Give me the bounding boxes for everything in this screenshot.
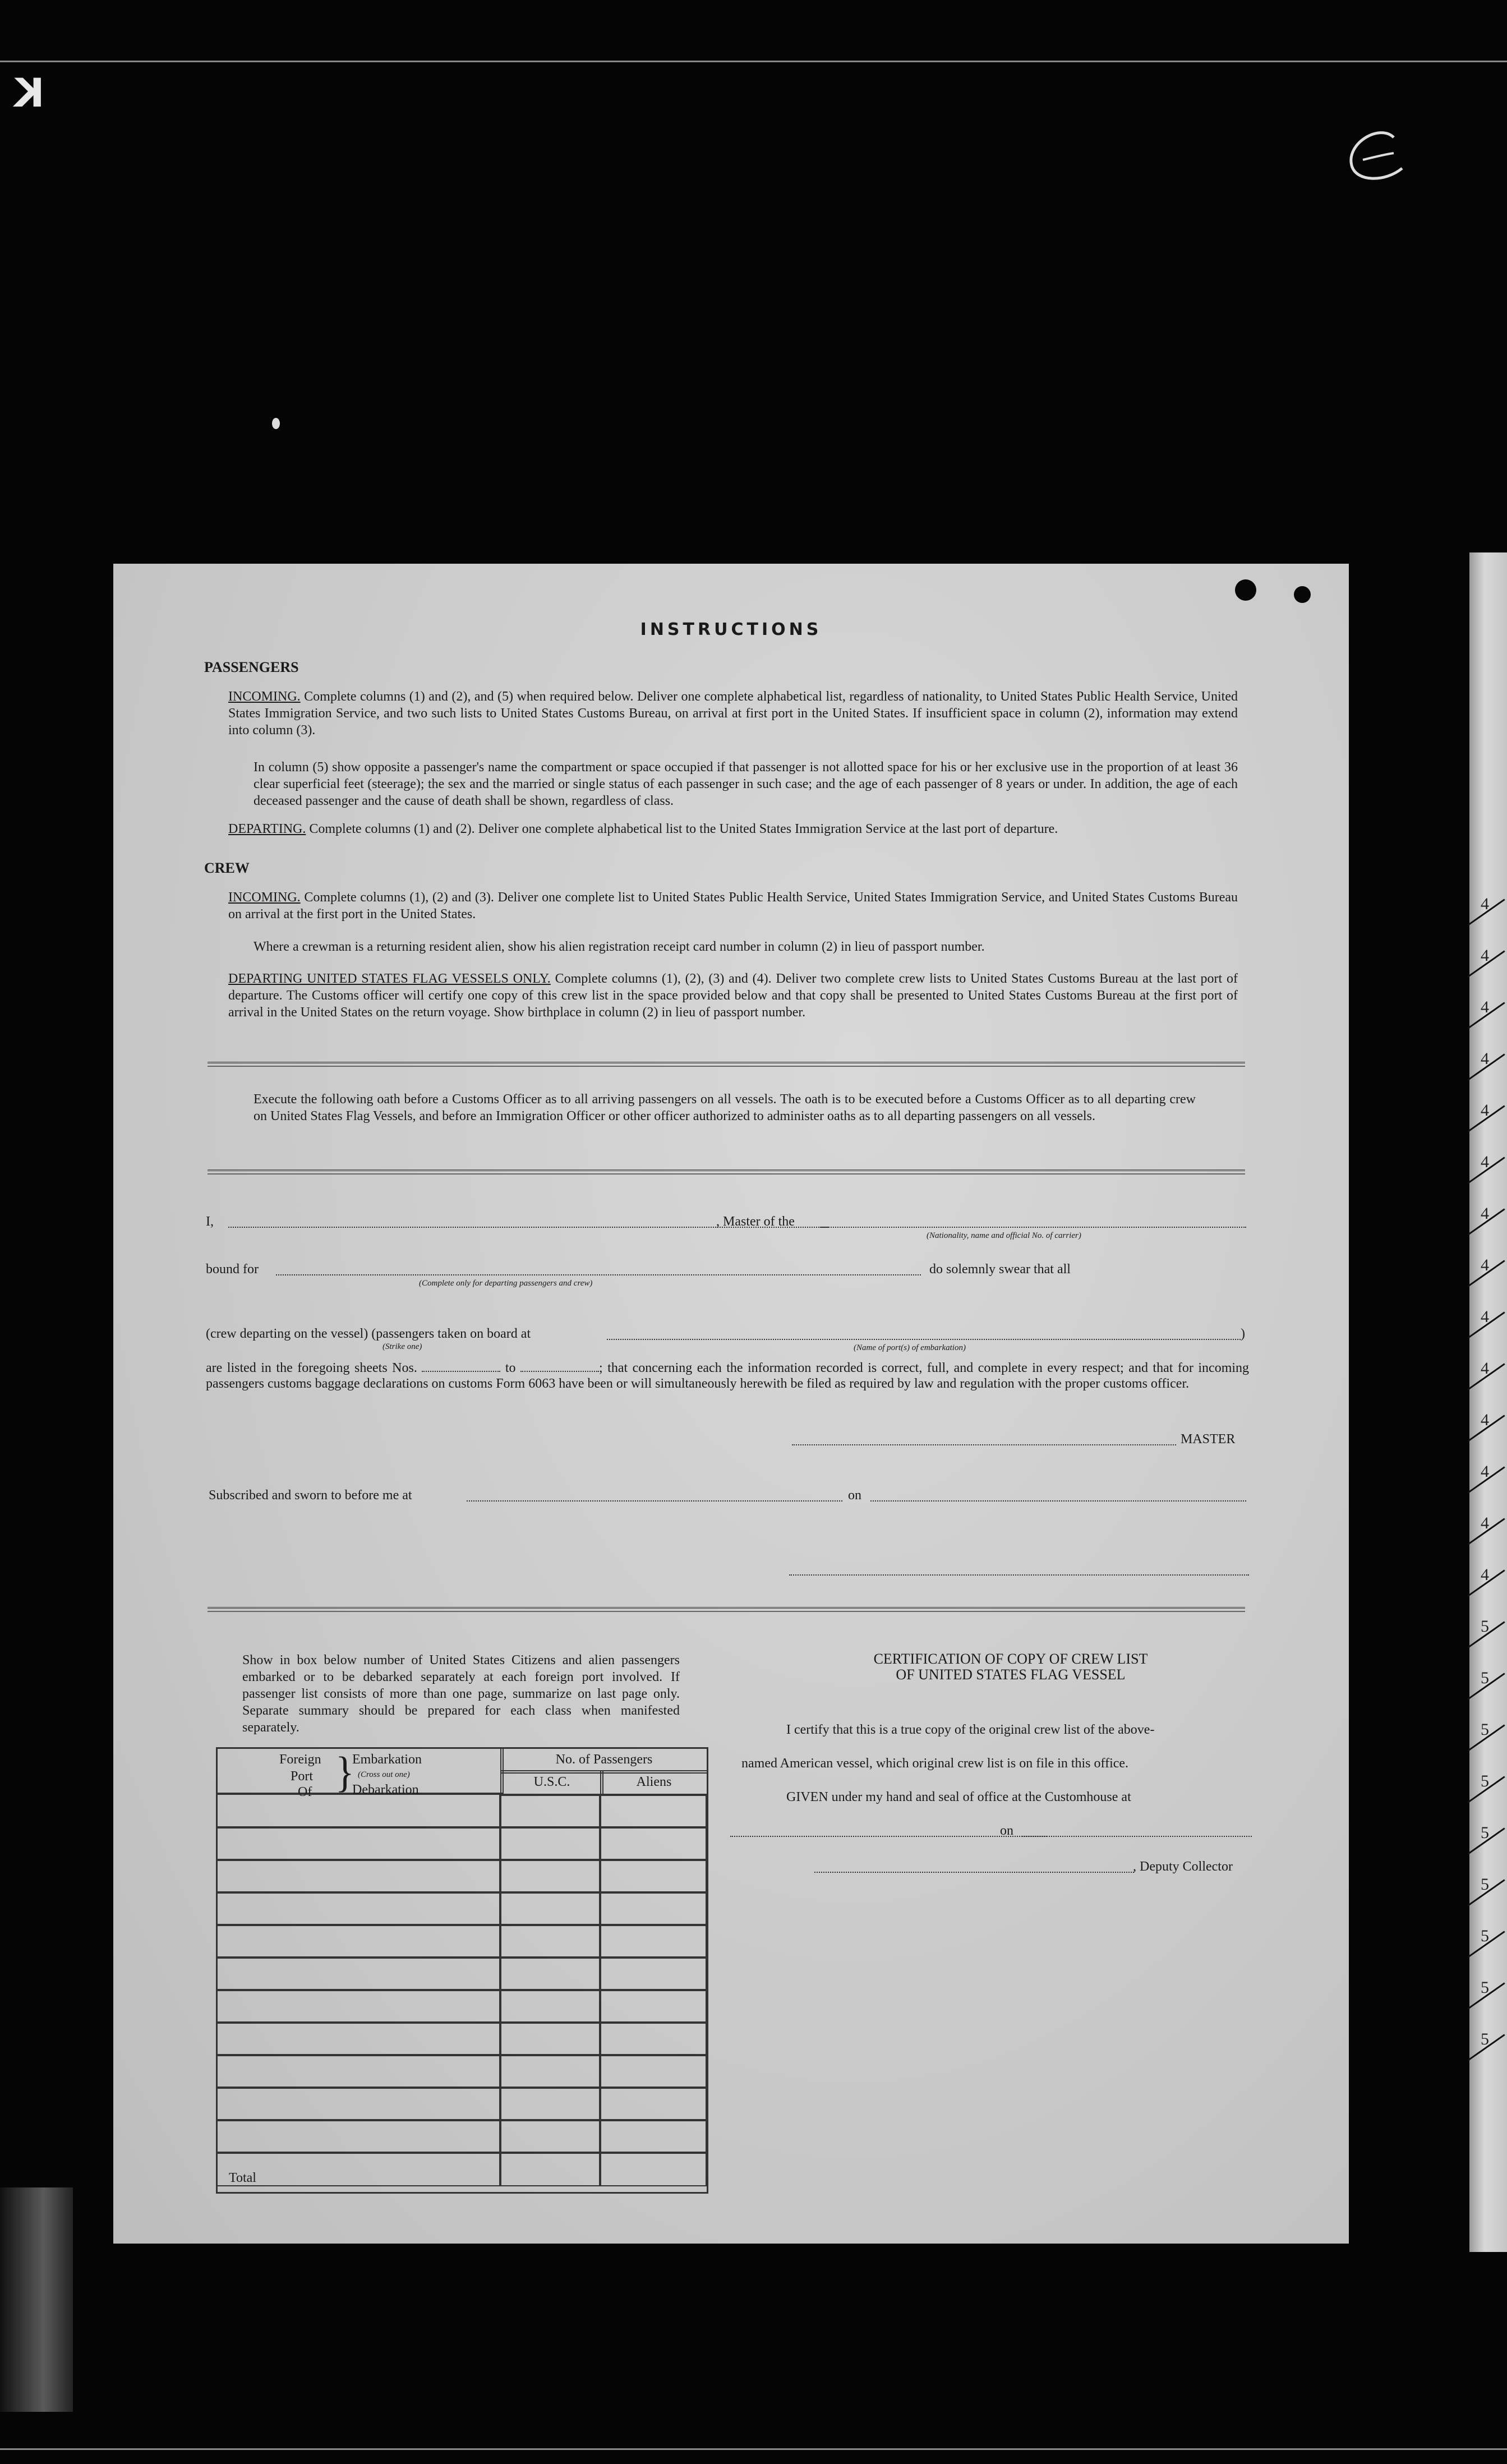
oath-i-label: I, — [206, 1214, 214, 1229]
document-page — [113, 564, 1349, 2244]
strip-number: 4 — [1481, 1256, 1489, 1274]
sheet-to-field[interactable] — [520, 1371, 599, 1372]
table-cell-aliens[interactable] — [599, 1956, 707, 1991]
strip-number: 5 — [1481, 1978, 1489, 1997]
table-cell-port[interactable] — [216, 2021, 501, 2056]
crew-incoming-paragraph — [228, 889, 1238, 923]
crew-resident-paragraph: Where a crewman is a returning resident alien, show his alien registration receipt card number in column (2) in lieu of passport number. — [254, 939, 985, 954]
strip-number: 5 — [1481, 1927, 1489, 1945]
table-cell-aliens[interactable] — [599, 2021, 707, 2056]
table-cell-aliens[interactable] — [599, 2054, 707, 2089]
strip-number: 4 — [1481, 946, 1489, 965]
complete-note: (Complete only for departing passengers and crew) — [419, 1279, 593, 1288]
strip-number: 5 — [1481, 1669, 1489, 1687]
table-cell-port[interactable] — [216, 1891, 501, 1926]
strip-number: 4 — [1481, 1204, 1489, 1223]
strip-number: 4 — [1481, 1462, 1489, 1481]
table-cell-port[interactable] — [216, 1794, 501, 1829]
table-cell-aliens[interactable] — [599, 1924, 707, 1959]
passengers-incoming-label: INCOMING. — [228, 689, 301, 704]
crew-departing-paragraph — [228, 970, 1238, 1021]
strip-number: 5 — [1481, 1823, 1489, 1842]
summary-instruction: Show in box below number of United States Citizens and alien passengers embarked or to be debarked separately at each foreign port involved. If passenger list consists of more than one page, summarize on last page only. Separate summary should be prepared for each class when manifested separately. — [242, 1653, 680, 1735]
passengers-heading: PASSENGERS — [204, 659, 299, 675]
table-cell-port[interactable] — [216, 1956, 501, 1991]
strip-number: 4 — [1481, 998, 1489, 1016]
crew-passengers-label: (crew departing on the vessel) (passengers taken on board at — [206, 1327, 531, 1341]
strip-number: 4 — [1481, 1565, 1489, 1584]
port-note: (Name of port(s) of embarkation) — [854, 1343, 966, 1352]
punch-hole — [1235, 579, 1256, 601]
table-cell-usc[interactable] — [499, 1989, 601, 2024]
film-border-top — [0, 61, 1507, 62]
strip-number: 4 — [1481, 1101, 1489, 1120]
table-cell-port[interactable] — [216, 1859, 501, 1894]
strip-number: 4 — [1481, 1514, 1489, 1532]
bound-for-field[interactable] — [276, 1273, 921, 1275]
table-cell-usc[interactable] — [499, 1859, 601, 1894]
strip-number: 4 — [1481, 1049, 1489, 1068]
crew-departing-text: Complete columns (1), (2), (3) and (4). Deliver two complete crew lists to United States Customs Bureau at the last port of departure. The Customs officer will certify one copy of this crew list in the space provided below and that copy shall be presented to United States Customs Bureau at the first port of arrival in the United States on the return voyage. Show birthplace in column (2) in lieu of passport number. — [228, 971, 1238, 1020]
master-of-label: , Master of the — [716, 1214, 795, 1229]
certification-date-field[interactable] — [1022, 1835, 1252, 1837]
bound-for-label: bound for — [206, 1262, 259, 1277]
table-cell-aliens[interactable] — [599, 1989, 707, 2024]
strip-number: 5 — [1481, 1772, 1489, 1790]
usc-label: U.S.C. — [533, 1775, 570, 1789]
table-cell-port[interactable] — [216, 1924, 501, 1959]
column5-paragraph: In column (5) show opposite a passenger's name the compartment or space occupied if that passenger is not allotted space for his or her exclusive use in the proportion of at least 36 clear superficial feet (steerage); the sex and the married or single status of each passenger in such case; and the age of each passenger of 8 years or under. In addition, the age of each deceased passenger and the cause of death shall be shown, regardless of class. — [254, 760, 1238, 808]
listed-text-c: and that for incoming passengers customs baggage declarations on customs Form 6063 have been or will simultaneously herewith be filed as required by law and regulation with the proper customs officer. — [206, 1361, 1250, 1391]
subscribed-date-field[interactable] — [870, 1499, 1246, 1502]
strip-number: 4 — [1481, 1153, 1489, 1171]
table-cell-aliens[interactable] — [599, 2152, 707, 2186]
master-label: MASTER — [1181, 1432, 1236, 1447]
header-usc — [500, 1770, 603, 1796]
table-cell-port[interactable] — [216, 2119, 501, 2154]
listed-to: to — [505, 1361, 516, 1375]
table-cell-usc[interactable] — [499, 1924, 601, 1959]
passengers-departing-text: Complete columns (1) and (2). Deliver one complete alphabetical list to the United States Immigration Service at the last port of departure. — [309, 822, 1058, 836]
cross-out-note: (Cross out one) — [358, 1770, 410, 1779]
debarkation-label: Debarkation — [352, 1783, 419, 1797]
table-cell-port[interactable] — [216, 2087, 501, 2121]
header-aliens — [600, 1770, 708, 1796]
table-cell-usc[interactable] — [499, 1794, 601, 1829]
table-cell-port[interactable] — [216, 2152, 501, 2186]
divider — [208, 1607, 1245, 1612]
passengers-departing-label: DEPARTING. — [228, 822, 306, 836]
strike-note: (Strike one) — [382, 1342, 422, 1351]
certification-body-1: I certify that this is a true copy of the original crew list of the above- — [786, 1723, 1155, 1737]
strip-number: 4 — [1481, 1411, 1489, 1429]
table-cell-port[interactable] — [216, 1989, 501, 2024]
crew-incoming-text: Complete columns (1), (2) and (3). Deliver one complete list to United States Public Health Service, United States Immigration Service, and United States Customs Bureau on arrival at the first port in the United States. — [228, 890, 1238, 922]
scratch-mark — [1340, 126, 1408, 185]
certification-title-2: OF UNITED STATES FLAG VESSEL — [896, 1666, 1126, 1683]
subscribed-place-field[interactable] — [467, 1499, 842, 1502]
crew-incoming-label: INCOMING. — [228, 890, 301, 905]
master-signature-field[interactable] — [792, 1443, 1176, 1445]
listed-text-b: ; that concerning each the information recorded is correct, full, and complete in every respect; — [599, 1361, 1124, 1375]
deputy-signature-field[interactable] — [814, 1871, 1134, 1873]
strip-number: 5 — [1481, 1875, 1489, 1894]
page-title: INSTRUCTIONS — [640, 620, 822, 639]
divider — [208, 1062, 1245, 1067]
no-passengers-label: No. of Passengers — [555, 1752, 653, 1767]
aliens-label: Aliens — [636, 1775, 672, 1789]
adjacent-page-left — [0, 2187, 73, 2412]
foreign-label: Foreign — [279, 1752, 321, 1767]
total-label: Total — [229, 2171, 256, 2185]
table-cell-usc[interactable] — [499, 1891, 601, 1926]
strip-number: 4 — [1481, 1307, 1489, 1326]
film-border-bottom — [0, 2448, 1507, 2450]
certification-on-label: on — [1000, 1823, 1013, 1838]
table-cell-port[interactable] — [216, 1826, 501, 1861]
passengers-incoming-paragraph — [228, 688, 1238, 739]
certification-body-2: named American vessel, which original crew list is on file in this office. — [741, 1756, 1129, 1771]
port-label: Port — [291, 1769, 314, 1784]
deputy-collector-label: , Deputy Collector — [1133, 1859, 1233, 1874]
table-cell-aliens[interactable] — [599, 2087, 707, 2121]
listed-label — [206, 1360, 1249, 1392]
certification-given: GIVEN under my hand and seal of office at the Customhouse at — [786, 1790, 1131, 1804]
of-label: Of — [298, 1785, 312, 1799]
strip-number: 5 — [1481, 1720, 1489, 1739]
nationality-note: (Nationality, name and official No. of carrier) — [927, 1231, 1081, 1240]
table-cell-usc[interactable] — [499, 2087, 601, 2121]
table-cell-aliens[interactable] — [599, 1859, 707, 1894]
film-mark: K — [14, 70, 45, 116]
punch-hole — [1294, 586, 1311, 603]
oath-instruction-paragraph: Execute the following oath before a Customs Officer as to all arriving passengers on all vessels. The oath is to be executed before a Customs Officer as to all departing crew on United States Flag Vessels, and before an Immigration Officer or other officer authorized to administer oaths as to all departing passengers on all vessels. — [254, 1092, 1196, 1123]
table-cell-aliens[interactable] — [599, 1794, 707, 1829]
officer-signature-field[interactable] — [789, 1573, 1249, 1576]
table-cell-aliens[interactable] — [599, 1826, 707, 1861]
passengers-departing-paragraph — [228, 821, 1238, 837]
vessel-name-field[interactable] — [820, 1226, 1246, 1228]
table-cell-usc[interactable] — [499, 1956, 601, 1991]
embarkation-port-field[interactable] — [607, 1338, 1241, 1340]
crew-departing-label: DEPARTING UNITED STATES FLAG VESSELS ONLY. — [228, 971, 551, 986]
swear-label: do solemnly swear that all — [929, 1262, 1071, 1277]
table-cell-usc[interactable] — [499, 1826, 601, 1861]
listed-text-a: are listed in the foregoing sheets Nos. — [206, 1361, 417, 1375]
strip-number: 4 — [1481, 895, 1489, 913]
subscribed-label: Subscribed and sworn to before me at — [209, 1488, 412, 1503]
header-port-cell — [216, 1748, 504, 1799]
adjacent-page-right — [1469, 552, 1507, 2252]
certification-title-1: CERTIFICATION OF COPY OF CREW LIST — [873, 1651, 1148, 1667]
punch-hole — [272, 418, 280, 429]
strip-number: 4 — [1481, 1359, 1489, 1378]
table-cell-usc[interactable] — [499, 2152, 601, 2186]
subscribed-on-label: on — [848, 1488, 861, 1503]
strip-number: 5 — [1481, 1617, 1489, 1636]
strip-number: 5 — [1481, 2030, 1489, 2048]
sheet-from-field[interactable] — [422, 1371, 500, 1372]
table-cell-aliens[interactable] — [599, 1891, 707, 1926]
table-cell-usc[interactable] — [499, 2119, 601, 2154]
crew-heading: CREW — [204, 860, 250, 876]
table-cell-aliens[interactable] — [599, 2119, 707, 2154]
brace: } — [335, 1749, 354, 1797]
table-cell-usc[interactable] — [499, 2021, 601, 2056]
divider — [208, 1169, 1245, 1175]
table-cell-port[interactable] — [216, 2054, 501, 2089]
embarkation-label: Embarkation — [352, 1752, 422, 1767]
close-paren: ) — [1241, 1327, 1245, 1341]
passengers-incoming-text: Complete columns (1) and (2), and (5) when required below. Deliver one complete alphabetical list, regardless of nationality, to United States Public Health Service, United States Immigration Service, and two such lists to United States Customs Bureau, on arrival at first port in the United States. If insufficient space in column (2), information may extend into column (3). — [228, 689, 1238, 738]
table-cell-usc[interactable] — [499, 2054, 601, 2089]
passenger-summary-table — [216, 1747, 708, 2194]
